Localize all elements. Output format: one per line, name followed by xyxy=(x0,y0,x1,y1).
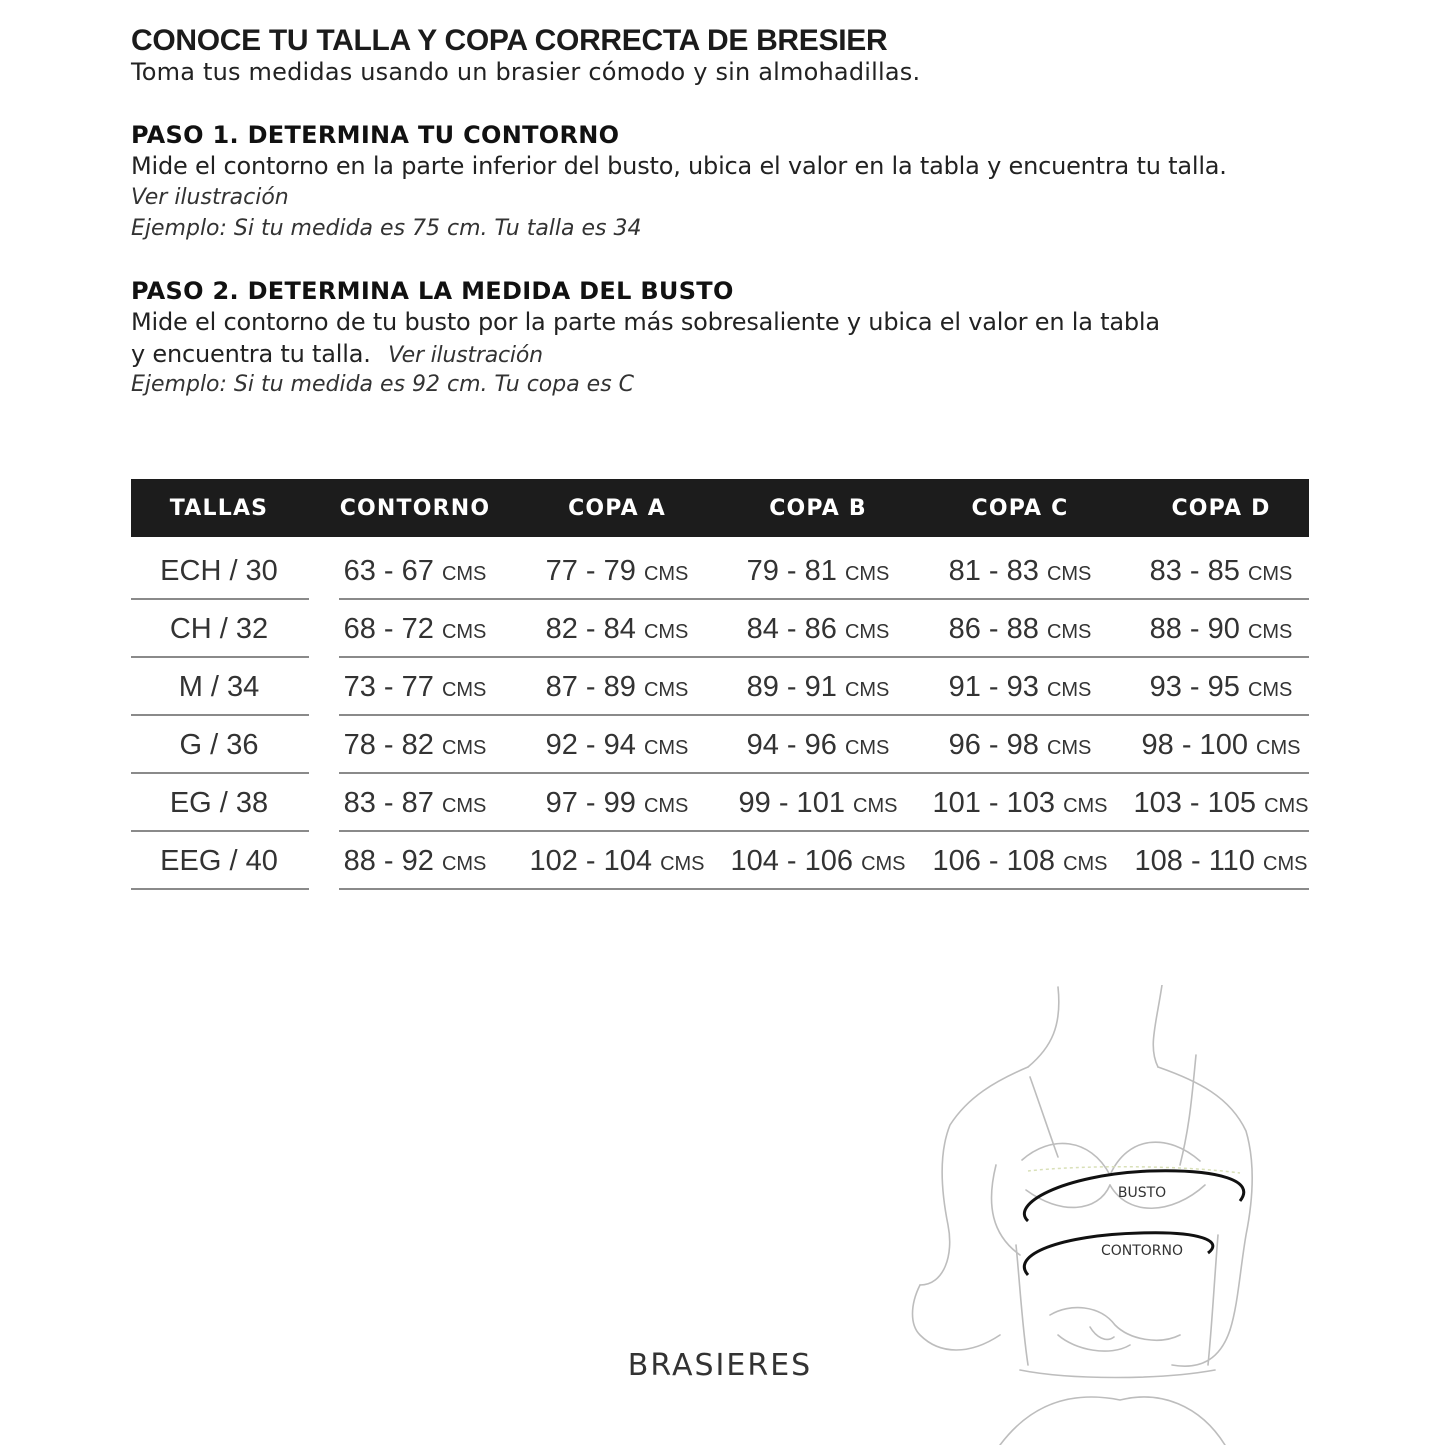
measurement-cell xyxy=(517,657,717,715)
measurement-cell xyxy=(718,657,918,715)
measurement-value: 87 - 89 xyxy=(545,671,636,703)
measurement-unit: CMS xyxy=(844,563,890,585)
measurement-value: 83 - 85 xyxy=(1149,555,1240,587)
contorno-label: CONTORNO xyxy=(1100,1243,1184,1259)
measurement-value: 94 - 96 xyxy=(746,729,837,761)
page-lead: Toma tus medidas usando un brasier cómodo y sin almohadillas. xyxy=(131,58,921,86)
measurement-cell xyxy=(317,831,513,889)
measurement-unit: CMS xyxy=(1046,621,1092,643)
measurement-value: 88 - 90 xyxy=(1149,613,1240,645)
measurement-cell xyxy=(517,773,717,831)
measurement-cell xyxy=(1121,773,1321,831)
measurement-unit: CMS xyxy=(441,563,487,585)
measurement-cell xyxy=(1121,541,1321,599)
measurement-cell xyxy=(718,715,918,773)
measurement-value: 79 - 81 xyxy=(746,555,837,587)
measurement-unit: CMS xyxy=(853,795,898,817)
measurement-cell xyxy=(718,599,918,657)
row-divider-size xyxy=(131,888,309,890)
measurement-unit: CMS xyxy=(643,795,689,817)
left-strap xyxy=(1030,1077,1058,1157)
step2-text-line2 xyxy=(131,340,543,368)
size-cell: CH / 32 xyxy=(169,613,269,645)
header-copa-b: COPA B xyxy=(769,496,867,521)
measurement-cell xyxy=(718,773,918,831)
measurement-unit: CMS xyxy=(643,621,689,643)
measurement-unit: CMS xyxy=(643,679,689,701)
measurement-unit: CMS xyxy=(441,621,487,643)
measurement-cell xyxy=(920,715,1120,773)
measurement-cell xyxy=(920,541,1120,599)
busto-label: BUSTO xyxy=(1117,1185,1167,1201)
measurement-cell xyxy=(517,831,717,889)
measurement-cell xyxy=(317,773,513,831)
measurement-unit: CMS xyxy=(441,795,487,817)
left-arm-outer xyxy=(920,1067,1028,1285)
measurement-value: 96 - 98 xyxy=(948,729,1039,761)
right-forearm xyxy=(1172,1330,1230,1366)
step1-text: Mide el contorno en la parte inferior del busto, ubica el valor en la tabla y encuentra tu talla. xyxy=(131,152,1227,180)
step1-example: Ejemplo: Si tu medida es 75 cm. Tu talla es 34 xyxy=(131,216,642,241)
step2-example: Ejemplo: Si tu medida es 92 cm. Tu copa es C xyxy=(131,372,635,397)
measurement-unit: CMS xyxy=(1264,795,1309,817)
measurement-value: 78 - 82 xyxy=(343,729,434,761)
header-copa-d: COPA D xyxy=(1171,496,1271,521)
step2-text-line2-text: y encuentra tu talla. xyxy=(131,340,371,368)
measurement-value: 91 - 93 xyxy=(948,671,1039,703)
hands-lower xyxy=(1058,1335,1130,1351)
measurement-value: 106 - 108 xyxy=(932,845,1056,877)
neck-left-line xyxy=(1028,987,1059,1067)
measurement-unit: CMS xyxy=(1256,737,1301,759)
measurement-value: 86 - 88 xyxy=(948,613,1039,645)
header-copa-a: COPA A xyxy=(568,496,666,521)
measurement-cell xyxy=(718,541,918,599)
measurement-unit: CMS xyxy=(1263,853,1308,875)
measurement-value: 98 - 100 xyxy=(1141,729,1248,761)
step2-illustration-link[interactable]: Ver ilustración xyxy=(388,343,543,368)
measurement-unit: CMS xyxy=(1247,563,1293,585)
step1-illustration-link[interactable]: Ver ilustración xyxy=(131,185,289,210)
measurement-cell xyxy=(1121,715,1321,773)
footer-label-text: BRASIERES xyxy=(627,1348,813,1383)
step1-heading: PASO 1. DETERMINA TU CONTORNO xyxy=(131,121,620,149)
right-arm-outer xyxy=(1158,1067,1252,1330)
measurement-unit: CMS xyxy=(1247,679,1293,701)
waist-line xyxy=(1020,1370,1215,1378)
measurement-value: 92 - 94 xyxy=(545,729,636,761)
measurement-cell xyxy=(1121,599,1321,657)
measurement-value: 77 - 79 xyxy=(545,555,636,587)
measurement-unit: CMS xyxy=(1247,621,1293,643)
measurement-cell xyxy=(718,831,918,889)
measurement-value: 82 - 84 xyxy=(545,613,636,645)
size-cell: EEG / 40 xyxy=(160,845,278,877)
measurement-unit: CMS xyxy=(844,679,890,701)
measurement-value: 101 - 103 xyxy=(932,787,1056,819)
row-divider-values xyxy=(339,888,1309,890)
measurement-unit: CMS xyxy=(844,737,890,759)
left-forearm xyxy=(913,1285,1001,1350)
size-cell: M / 34 xyxy=(178,671,260,703)
measurement-unit: CMS xyxy=(660,853,705,875)
measurement-value: 84 - 86 xyxy=(746,613,837,645)
neck-right-line xyxy=(1153,985,1162,1067)
measurement-value: 104 - 106 xyxy=(730,845,854,877)
measurement-value: 63 - 67 xyxy=(343,555,434,587)
measurement-cell xyxy=(920,599,1120,657)
measurement-unit: CMS xyxy=(844,621,890,643)
measurement-value: 89 - 91 xyxy=(746,671,837,703)
step2-text-line1: Mide el contorno de tu busto por la parte más sobresaliente y ubica el valor en la tabla xyxy=(131,308,1160,336)
measurement-cell xyxy=(317,541,513,599)
measurement-unit: CMS xyxy=(643,563,689,585)
torso-right xyxy=(1208,1235,1218,1365)
measurement-unit: CMS xyxy=(1063,853,1108,875)
left-underarm xyxy=(991,1165,1020,1255)
measurement-cell xyxy=(517,541,717,599)
measurement-unit: CMS xyxy=(861,853,906,875)
measurement-value: 97 - 99 xyxy=(545,787,636,819)
measurement-unit: CMS xyxy=(1046,737,1092,759)
measurement-value: 102 - 104 xyxy=(529,845,653,877)
measurement-cell xyxy=(1121,831,1321,889)
measurement-unit: CMS xyxy=(1063,795,1108,817)
measurement-cell xyxy=(1121,657,1321,715)
measurement-value: 68 - 72 xyxy=(343,613,434,645)
measurement-unit: CMS xyxy=(1046,563,1092,585)
measurement-unit: CMS xyxy=(441,679,487,701)
size-table-header xyxy=(131,479,1309,537)
measurement-value: 93 - 95 xyxy=(1149,671,1240,703)
measurement-unit: CMS xyxy=(441,737,487,759)
header-contorno: CONTORNO xyxy=(339,496,491,521)
bra-measurement-illustration xyxy=(900,985,1260,1445)
measurement-cell xyxy=(920,657,1120,715)
measurement-cell xyxy=(920,831,1120,889)
measurement-cell xyxy=(920,773,1120,831)
header-copa-c: COPA C xyxy=(971,496,1069,521)
size-cell: EG / 38 xyxy=(169,787,269,819)
measurement-value: 83 - 87 xyxy=(343,787,434,819)
measurement-unit: CMS xyxy=(643,737,689,759)
measurement-cell xyxy=(517,715,717,773)
size-cell: ECH / 30 xyxy=(160,555,278,587)
measurement-value: 103 - 105 xyxy=(1133,787,1257,819)
hands-upper xyxy=(1050,1308,1180,1341)
header-tallas: TALLAS xyxy=(169,496,269,521)
measurement-value: 88 - 92 xyxy=(343,845,434,877)
measurement-unit: CMS xyxy=(441,853,487,875)
measurement-value: 108 - 110 xyxy=(1134,845,1255,877)
measurement-value: 81 - 83 xyxy=(948,555,1039,587)
size-cell: G / 36 xyxy=(179,729,259,761)
panty-line xyxy=(1000,1397,1225,1445)
measurement-unit: CMS xyxy=(1046,679,1092,701)
measurement-cell xyxy=(517,599,717,657)
step2-heading: PASO 2. DETERMINA LA MEDIDA DEL BUSTO xyxy=(131,277,734,305)
page-title: CONOCE TU TALLA Y COPA CORRECTA DE BRESIER xyxy=(131,24,888,57)
finger-line xyxy=(1090,1327,1114,1339)
measurement-value: 73 - 77 xyxy=(343,671,434,703)
measurement-cell xyxy=(317,599,513,657)
measurement-cell xyxy=(317,657,513,715)
measurement-cell xyxy=(317,715,513,773)
measurement-value: 99 - 101 xyxy=(738,787,845,819)
